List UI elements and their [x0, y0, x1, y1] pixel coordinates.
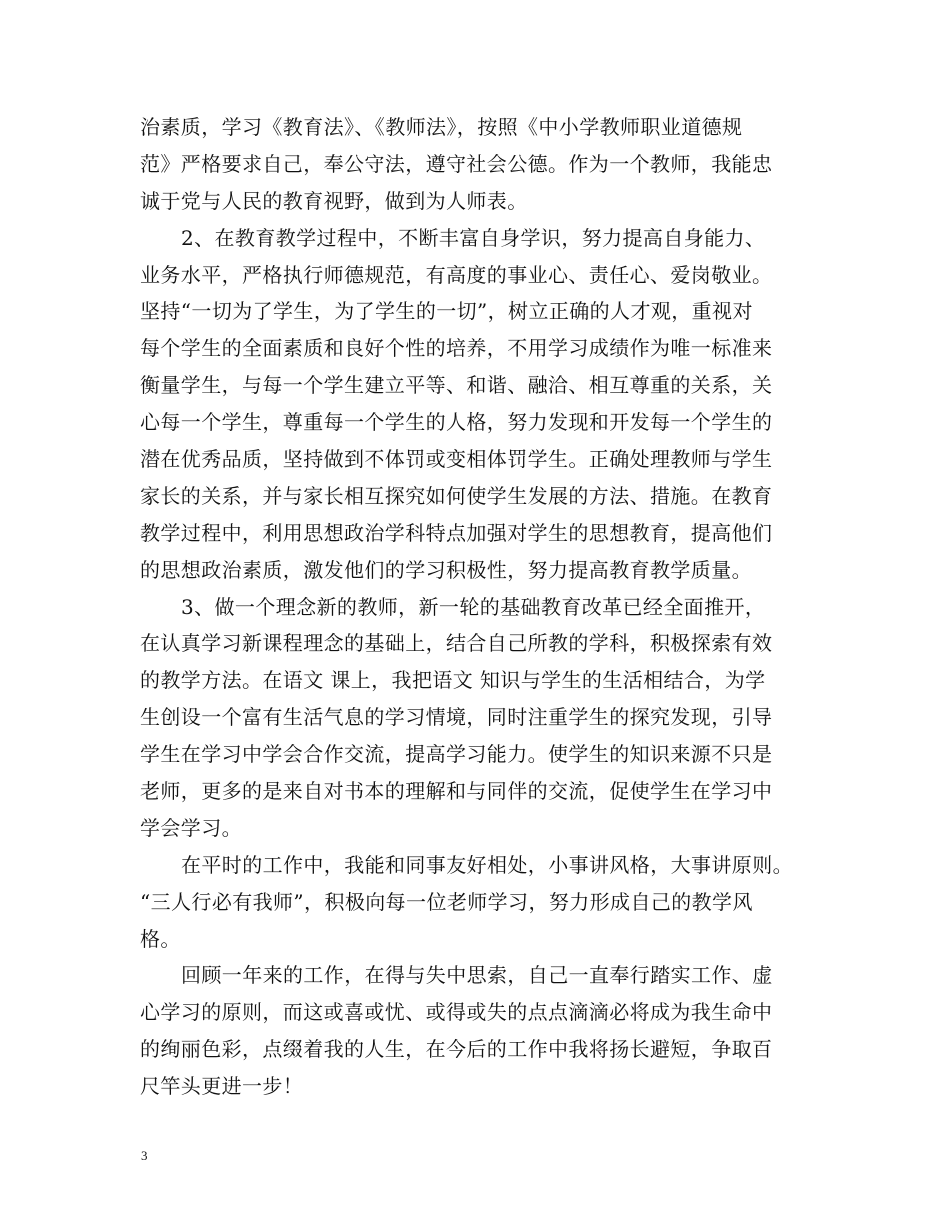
text-line: 每个学生的全面素质和良好个性的培养，不用学习成绩作为唯一标准来 [140, 336, 773, 361]
text-line: 衡量学生，与每一个学生建立平等、和谐、融洽、相互尊重的关系，关 [140, 373, 773, 398]
text-line: 心学习的原则，而这或喜或忧、或得或失的点点滴滴必将成为我生命中 [140, 1000, 773, 1025]
text-line: 治素质，学习《教育法》、《教师法》，按照《中小学教师职业道德规 [140, 115, 743, 139]
text-line: 心每一个学生，尊重每一个学生的人格，努力发现和开发每一个学生的 [140, 410, 773, 435]
text-line: 格。 [140, 926, 181, 951]
text-line: 回顾一年来的工作，在得与失中思索，自己一直奉行踏实工作、虚 [181, 963, 773, 988]
text-line: 教学过程中，利用思想政治学科特点加强对学生的思想教育，提高他们 [140, 520, 773, 545]
text-line: 3、做一个理念新的教师，新一轮的基础教育改革已经全面推开， [181, 594, 766, 619]
text-line: 学生在学习中学会合作交流，提高学习能力。使学生的知识来源不只是 [140, 742, 773, 767]
text-line: 诚于党与人民的教育视野，做到为人师表。 [140, 188, 528, 213]
text-line: 范》严格要求自己，奉公守法，遵守社会公德。作为一个教师，我能忠 [140, 151, 773, 176]
text-line: 学会学习。 [140, 815, 242, 840]
text-line: 的教学方法。在语文 课上，我把语文 知识与学生的生活相结合，为学 [140, 668, 766, 693]
text-line: 家长的关系，并与家长相互探究如何使学生发展的方法、措施。在教育 [140, 483, 773, 508]
text-line: 的思想政治素质，激发他们的学习积极性，努力提高教育教学质量。 [140, 557, 752, 582]
text-line: 老师，更多的是来自对书本的理解和与同伴的交流，促使学生在学习中 [140, 779, 773, 804]
text-line: 生创设一个富有生活气息的学习情境，同时注重学生的探究发现，引导 [140, 705, 773, 730]
page-number: 3 [141, 1148, 148, 1163]
text-line: “三人行必有我师”，积极向每一位老师学习，努力形成自己的教学风 [140, 889, 753, 914]
text-line: 坚持“一切为了学生，为了学生的一切”，树立正确的人才观，重视对 [140, 299, 753, 324]
text-line: 在平时的工作中，我能和同事友好相处，小事讲风格，大事讲原则。 [181, 852, 793, 877]
document-body [140, 109, 816, 1105]
text-line: 2、在教育教学过程中，不断丰富自身学识，努力提高自身能力、 [181, 225, 766, 250]
text-line: 潜在优秀品质，坚持做到不体罚或变相体罚学生。正确处理教师与学生 [140, 447, 773, 472]
text-line: 尺竿头更进一步！ [140, 1074, 304, 1099]
text-line: 在认真学习新课程理念的基础上，结合自己所教的学科，积极探索有效 [140, 631, 773, 656]
text-line: 的绚丽色彩，点缀着我的人生，在今后的工作中我将扬长避短，争取百 [140, 1037, 773, 1062]
text-line: 业务水平，严格执行师德规范，有高度的事业心、责任心、爱岗敬业。 [140, 262, 773, 287]
